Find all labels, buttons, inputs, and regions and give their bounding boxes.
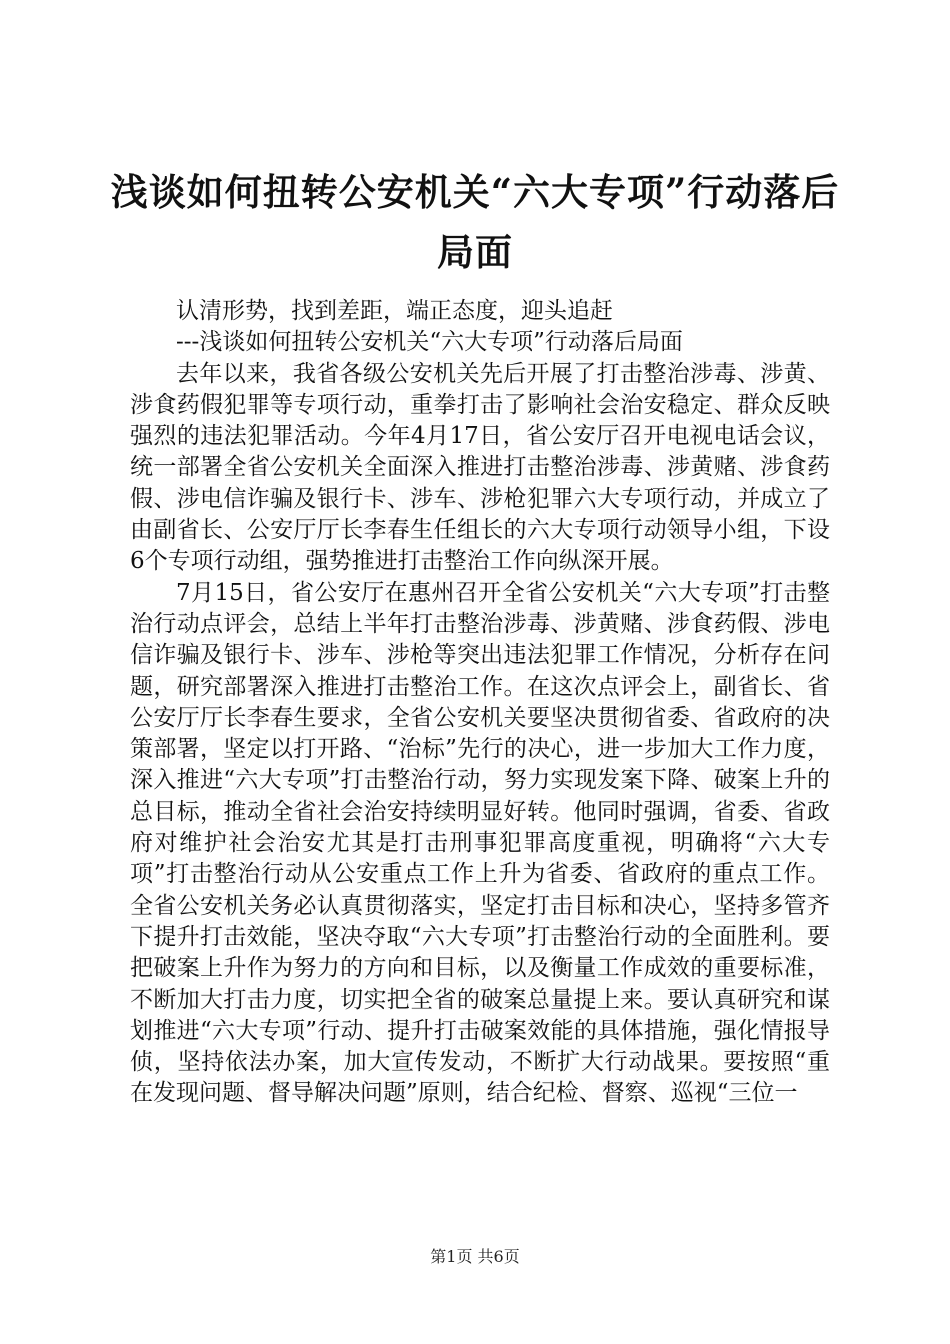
page-number-footer: 第1页 共6页 bbox=[430, 1247, 520, 1266]
subtitle-line-2: ---浅谈如何扭转公安机关“六大专项”行动落后局面 bbox=[176, 329, 683, 356]
body-paragraph: 去年以来，我省各级公安机关先后开展了打击整治涉毒、涉黄、涉食药假犯罪等专项行动，重拳打击了影响社会治安稳定、群众反映强烈的违法犯罪活动。今年4月17日，省公安厅召开电视电话会议，统一部署全省公安机关全面深入推进打击整治涉毒、涉黄赌、涉食药假、涉电信诈骗及银行卡、涉车、涉枪犯罪六大专项行动，并成立了由副省长、公安厅厅长李春生任组长的六大专项行动领导小组，下设6个专项行动组，强势推进打击整治工作向纵深开展。 bbox=[130, 360, 830, 575]
document-title: 浅谈如何扭转公安机关“六大专项”行动落后局面 bbox=[110, 170, 840, 274]
document-body bbox=[130, 296, 830, 1110]
body-paragraph: 7月15日，省公安厅在惠州召开全省公安机关“六大专项”打击整治行动点评会，总结上半年打击整治涉毒、涉黄赌、涉食药假、涉电信诈骗及银行卡、涉车、涉枪等突出违法犯罪工作情况，分析存在问题，研究部署深入推进打击整治工作。在这次点评会上，副省长、省公安厅厅长李春生要求，全省公安机关要坚决贯彻省委、省政府的决策部署，坚定以打开路、“治标”先行的决心，进一步加大工作力度，深入推进“六大专项”打击整治行动，努力实现发案下降、破案上升的总目标，推动全省社会治安持续明显好转。他同时强调，省委、省政府对维护社会治安尤其是打击刑事犯罪高度重视，明确将“六大专项”打击整治行动从公安重点工作上升为省委、省政府的重点工作。全省公安机关务必认真贯彻落实，坚定打击目标和决心，坚持多管齐下提升打击效能，坚决夺取“六大专项”打击整治行动的全面胜利。要把破案上升作为努力的方向和目标，以及衡量工作成效的重要标准，不断加大打击力度，切实把全省的破案总量提上来。要认真研究和谋划推进“六大专项”行动、提升打击破案效能的具体措施，强化情报导侦，坚持依法办案，加大宣传发动，不断扩大行动战果。要按照“重在发现问题、督导解决问题”原则，结合纪检、督察、巡视“三位一 bbox=[130, 579, 830, 1107]
subtitle-line-1: 认清形势，找到差距，端正态度，迎头追赶 bbox=[176, 298, 613, 324]
